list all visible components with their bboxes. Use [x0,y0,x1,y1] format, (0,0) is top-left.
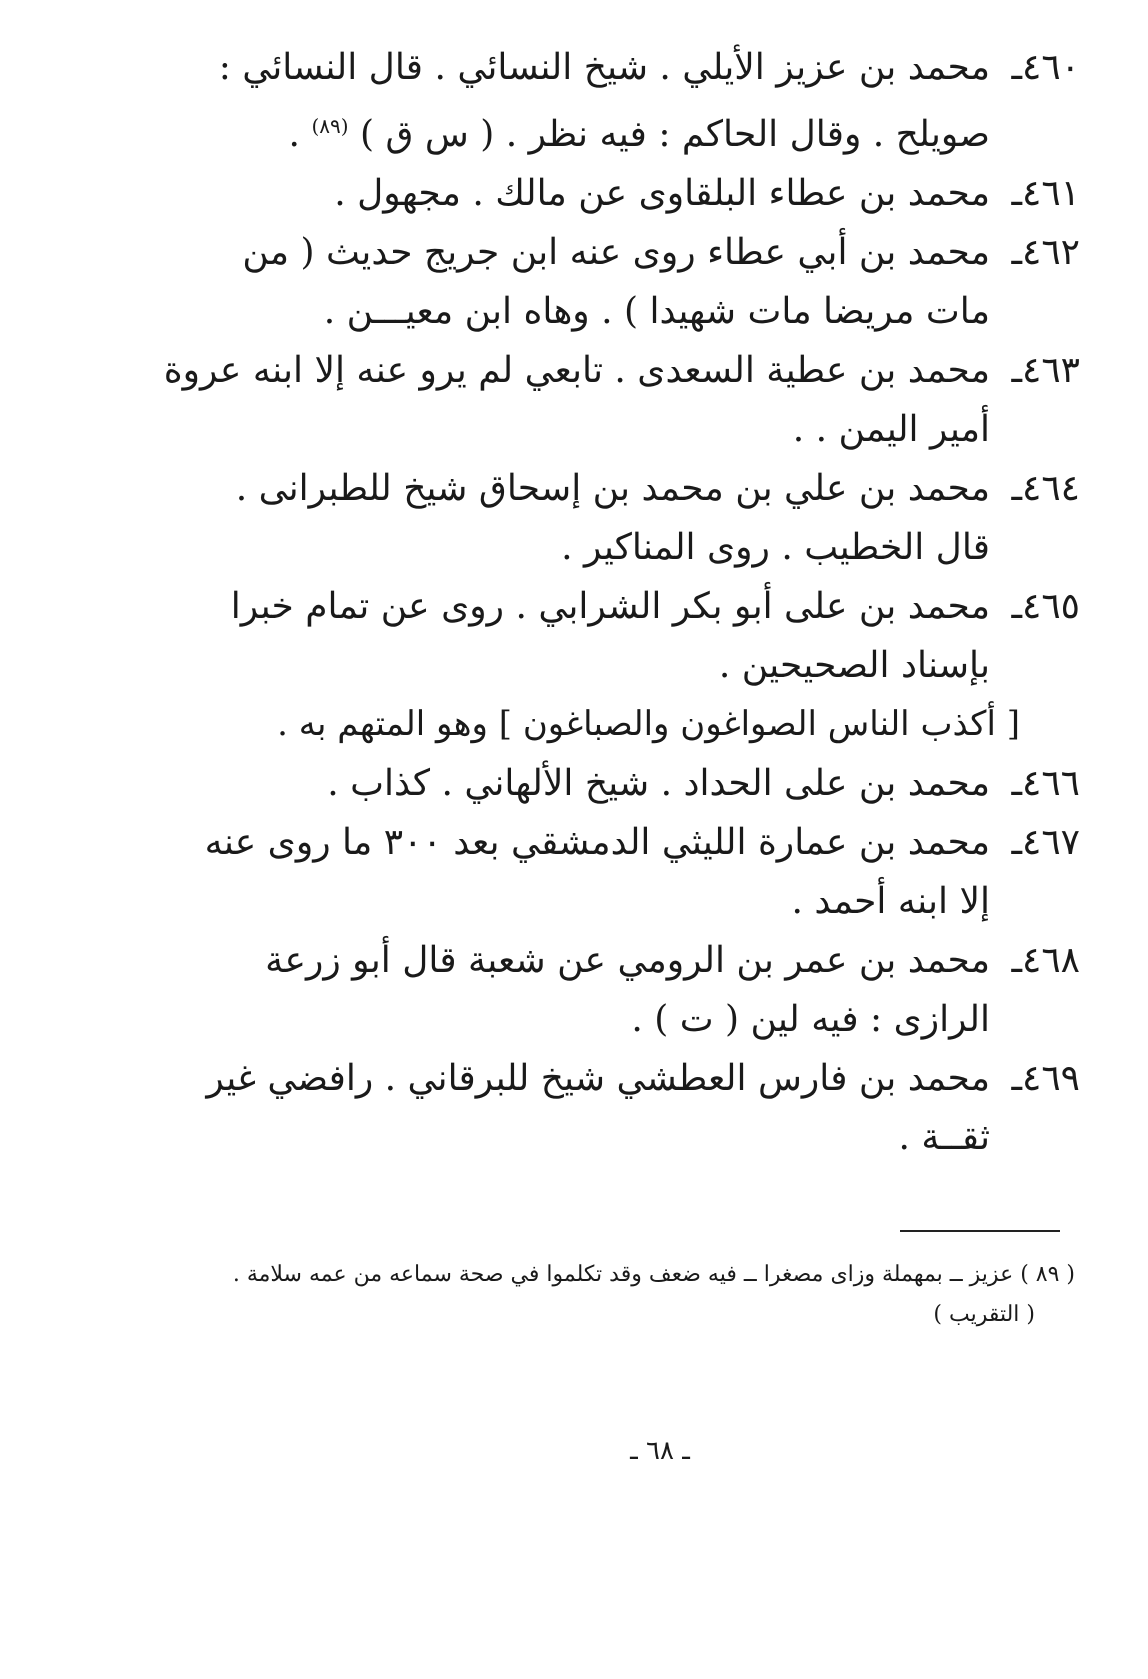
page-number: ـ ٦٨ ـ [630,1436,690,1466]
footnote-source: ( التقريب ) [933,1302,1035,1327]
entry-text: محمد بن عطية السعدى . تابعي لم يرو عنه إلا ابنه عروة [163,350,990,391]
footnote-text: ( ٨٩ ) عزيز ــ بمهملة وزاى مصغرا ــ فيه ضعف وقد تكلموا في صحة سماعه من عمه سلامة . [232,1262,1075,1287]
entry-text-continued: مات مريضا مات شهيدا ) . وهاه ابن معيـــن . [323,291,990,332]
entry-number: ٤٦٣ـ [1011,350,1080,391]
entries-list [163,38,1080,1167]
entry-461 [220,164,1080,223]
entry-460 [220,38,1080,164]
footnote-marker[interactable]: (٨٩) [311,114,349,138]
editor-note: [ أكذب الناس الصواغون والصباغون ] وهو المتهم به . [277,704,1020,744]
entry-469 [206,1049,1080,1167]
entry-number: ٤٦٤ـ [1011,468,1080,509]
entry-text-continued: قال الخطيب . روى المناكير . [561,527,990,568]
entry-text-continued: الرازى : فيه لين ( ت ) . [631,999,990,1040]
entry-number: ٤٦٥ـ [1011,586,1080,627]
entry-text: محمد بن على أبو بكر الشرابي . روى عن تمام خبرا [230,586,990,627]
entry-464 [220,459,1080,577]
entry-text-continued: ثقــة . [898,1117,990,1158]
entry-number: ٤٦٢ـ [1011,232,1080,273]
entry-text: محمد بن أبي عطاء روى عنه ابن جريج حديث ( من [242,232,990,273]
entry-text-end: . [288,114,300,155]
entry-text-continued: أمير اليمن . . [792,409,990,450]
entry-text-continued: إلا ابنه أحمد . [791,881,990,922]
entry-text-continued: صويلح . وقال الحاكم : فيه نظر . ( س ق ) [360,114,990,155]
entry-number: ٤٦٠ـ [1011,47,1080,88]
footnote-separator [900,1230,1060,1232]
entry-463 [163,341,1080,459]
entry-text-continued: بإسناد الصحيحين . [718,645,990,686]
entry-text: محمد بن عطاء البلقاوى عن مالك . مجهول . [334,173,990,214]
entry-text: محمد بن عزيز الأيلي . شيخ النسائي . قال النسائي : [218,47,990,88]
entry-465 [220,577,1080,754]
entry-text: محمد بن فارس العطشي شيخ للبرقاني . رافضي غير [206,1058,990,1099]
entry-468 [220,931,1080,1049]
entry-number: ٤٦٧ـ [1011,822,1080,863]
entry-number: ٤٦٦ـ [1011,763,1080,804]
entry-462 [220,223,1080,341]
entry-text: محمد بن على الحداد . شيخ الألهاني . كذاب . [327,763,990,804]
entry-text: محمد بن علي بن محمد بن إسحاق شيخ للطبرانى . [235,468,990,509]
entry-number: ٤٦٨ـ [1011,940,1080,981]
entry-number: ٤٦١ـ [1011,173,1080,214]
entry-text: محمد بن عمر بن الرومي عن شعبة قال أبو زرعة [265,940,990,981]
entry-number: ٤٦٩ـ [1011,1058,1080,1099]
entry-467 [204,813,1080,931]
entry-466 [220,754,1080,813]
entry-text: محمد بن عمارة الليثي الدمشقي بعد ٣٠٠ ما روى عنه [204,822,990,863]
footnote [220,1255,1075,1335]
